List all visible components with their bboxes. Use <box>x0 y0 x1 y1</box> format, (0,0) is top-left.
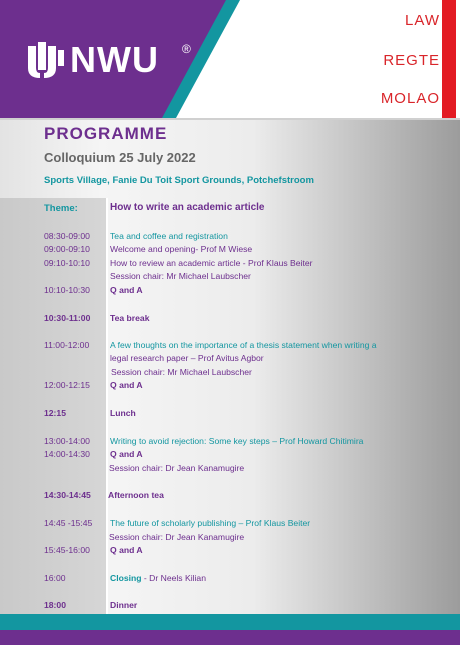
row-event: Afternoon tea <box>108 490 164 500</box>
row-event: Dinner <box>110 600 138 610</box>
row-event <box>110 573 206 583</box>
row-event: Lunch <box>110 408 136 418</box>
row-time: 18:00 <box>44 600 66 610</box>
lang-law: LAW <box>405 12 440 29</box>
row-time: 14:00-14:30 <box>44 449 90 459</box>
row-event: legal research paper – Prof Avitus Agbor <box>110 353 264 363</box>
row-event: Session chair: Dr Jean Kanamugire <box>109 532 245 542</box>
row-event: Tea break <box>110 313 150 323</box>
row-time: 15:45-16:00 <box>44 545 90 555</box>
row-time: 13:00-14:00 <box>44 436 90 446</box>
schedule-table <box>0 198 460 614</box>
row-event: The future of scholarly publishing – Prof Klaus Beiter <box>110 518 311 528</box>
closing-label: Closing <box>110 573 142 583</box>
registered-mark: ® <box>182 42 191 56</box>
row-event: Q and A <box>110 285 143 295</box>
row-event: Q and A <box>110 545 143 555</box>
row-event: Welcome and opening- Prof M Wiese <box>110 244 253 254</box>
row-time: 12:15 <box>44 408 66 418</box>
theme-value: How to write an academic article <box>110 202 265 213</box>
footer-purple-band <box>0 630 460 645</box>
lang-molao: MOLAO <box>380 90 440 107</box>
row-event: How to review an academic article - Prof Klaus Beiter <box>110 258 313 268</box>
page-title: PROGRAMME <box>44 124 168 143</box>
row-time: 10:30-11:00 <box>44 313 91 323</box>
theme-label: Theme: <box>44 203 78 214</box>
row-event: Q and A <box>110 449 143 459</box>
logo-wordmark: NWU <box>70 39 159 80</box>
row-event: Session chair: Mr Michael Laubscher <box>111 367 252 377</box>
row-event: Writing to avoid rejection: Some key steps – Prof Howard Chitimira <box>110 436 364 446</box>
row-event: Session chair: Dr Jean Kanamugire <box>109 463 245 473</box>
footer-teal-band <box>0 614 460 630</box>
row-time: 16:00 <box>44 573 66 583</box>
row-time: 14:45 -15:45 <box>44 518 93 528</box>
column-divider <box>106 198 108 614</box>
row-time: 14:30-14:45 <box>44 490 91 500</box>
row-time: 12:00-12:15 <box>44 380 90 390</box>
row-time: 10:10-10:30 <box>44 285 90 295</box>
row-event: A few thoughts on the importance of a thesis statement when writing a <box>110 340 377 350</box>
header <box>0 0 460 118</box>
nwu-logo <box>24 40 194 80</box>
row-time: 09:00-09:10 <box>44 244 90 254</box>
row-time: 08:30-09:00 <box>44 231 90 241</box>
nwu-emblem-icon <box>24 40 66 80</box>
header-divider <box>0 118 460 120</box>
row-time: 11:00-12:00 <box>44 340 90 350</box>
row-event: Tea and coffee and registration <box>110 231 228 241</box>
lang-regte: REGTE <box>383 52 440 69</box>
row-time: 09:10-10:10 <box>44 258 90 268</box>
closing-speaker: - Dr Neels Kilian <box>141 573 206 583</box>
red-accent-bar <box>442 0 456 118</box>
page-subtitle: Colloquium 25 July 2022 <box>44 150 196 165</box>
row-event: Q and A <box>110 380 143 390</box>
venue: Sports Village, Fanie Du Toit Sport Grounds, Potchefstroom <box>44 175 314 186</box>
row-event: Session chair: Mr Michael Laubscher <box>110 271 251 281</box>
